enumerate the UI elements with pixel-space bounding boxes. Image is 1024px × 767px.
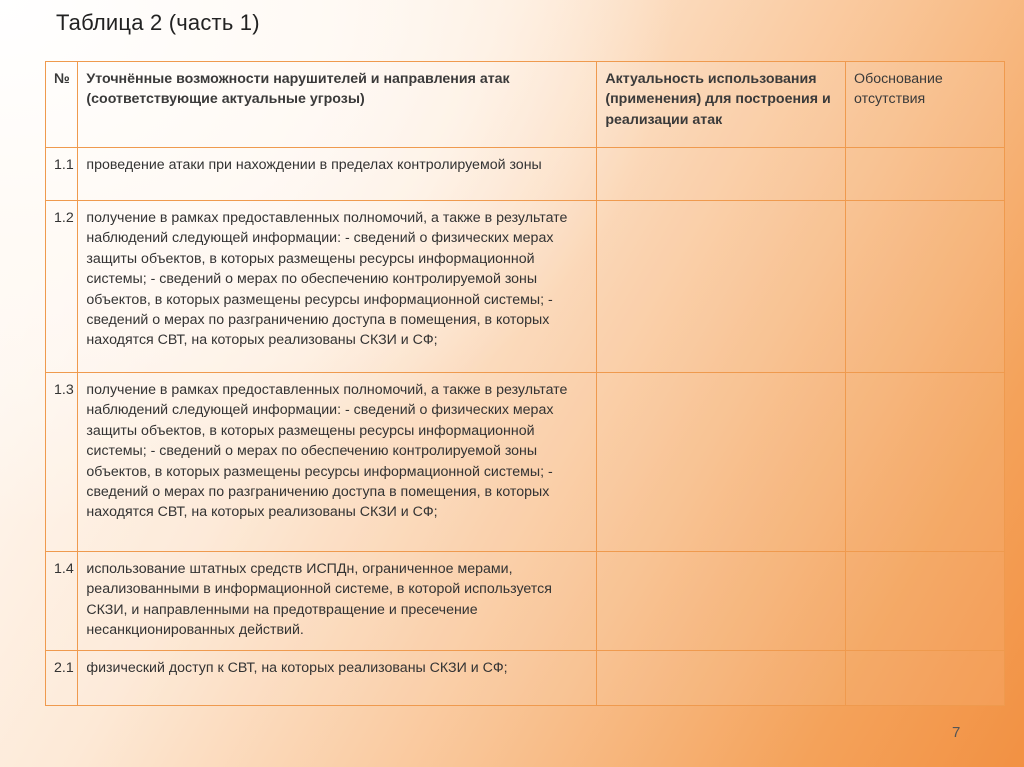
row-relevance (597, 201, 846, 373)
row-relevance (597, 552, 846, 651)
table-row (46, 651, 1005, 706)
row-relevance (597, 373, 846, 552)
threats-table (45, 61, 1005, 706)
row-capability: получение в рамках предоставленных полномочий, а также в результате наблюдений следующей информации: - сведений о физических мерах защиты объектов, в которых размещены ресурсы информационной системы; - сведений о мерах по обеспечению контролируемой зоны объектов, в которых размещены ресурсы информационной системы; - сведений о мерах по разграничению доступа в помещения, в которых находятся СВТ, на которых реализованы СКЗИ и СФ; (78, 201, 597, 373)
header-relevance: Актуальность использования (применения) для построения и реализации атак (597, 62, 846, 148)
slide-title: Таблица 2 (часть 1) (56, 10, 260, 35)
row-number: 1.1 (46, 148, 78, 201)
row-capability: физический доступ к СВТ, на которых реализованы СКЗИ и СФ; (78, 651, 597, 706)
row-number: 1.2 (46, 201, 78, 373)
page-number: 7 (952, 724, 961, 741)
table-header-row (46, 62, 1005, 148)
table-row (46, 552, 1005, 651)
table-row (46, 148, 1005, 201)
row-capability: получение в рамках предоставленных полномочий, а также в результате наблюдений следующей информации: - сведений о физических мерах защиты объектов, в которых размещены ресурсы информационной системы; - сведений о мерах по обеспечению контролируемой зоны объектов, в которых размещены ресурсы информационной системы; - сведений о мерах по разграничению доступа в помещения, в которых находятся СВТ, на которых реализованы СКЗИ и СФ; (78, 373, 597, 552)
table-row (46, 373, 1005, 552)
table-row (46, 201, 1005, 373)
row-number: 2.1 (46, 651, 78, 706)
header-capabilities: Уточнённые возможности нарушителей и направления атак (соответствующие актуальные угрозы) (78, 62, 597, 148)
header-number: № (46, 62, 78, 148)
row-number: 1.3 (46, 373, 78, 552)
row-number: 1.4 (46, 552, 78, 651)
header-justification: Обоснование отсутствия (846, 62, 1005, 148)
row-justification (846, 552, 1005, 651)
row-justification (846, 373, 1005, 552)
row-capability: проведение атаки при нахождении в пределах контролируемой зоны (78, 148, 597, 201)
row-relevance (597, 651, 846, 706)
row-justification (846, 148, 1005, 201)
row-capability: использование штатных средств ИСПДн, ограниченное мерами, реализованными в информационной системе, в которой используется СКЗИ, и направленными на предотвращение и пресечение несанкционированных действий. (78, 552, 597, 651)
row-relevance (597, 148, 846, 201)
row-justification (846, 201, 1005, 373)
row-justification (846, 651, 1005, 706)
